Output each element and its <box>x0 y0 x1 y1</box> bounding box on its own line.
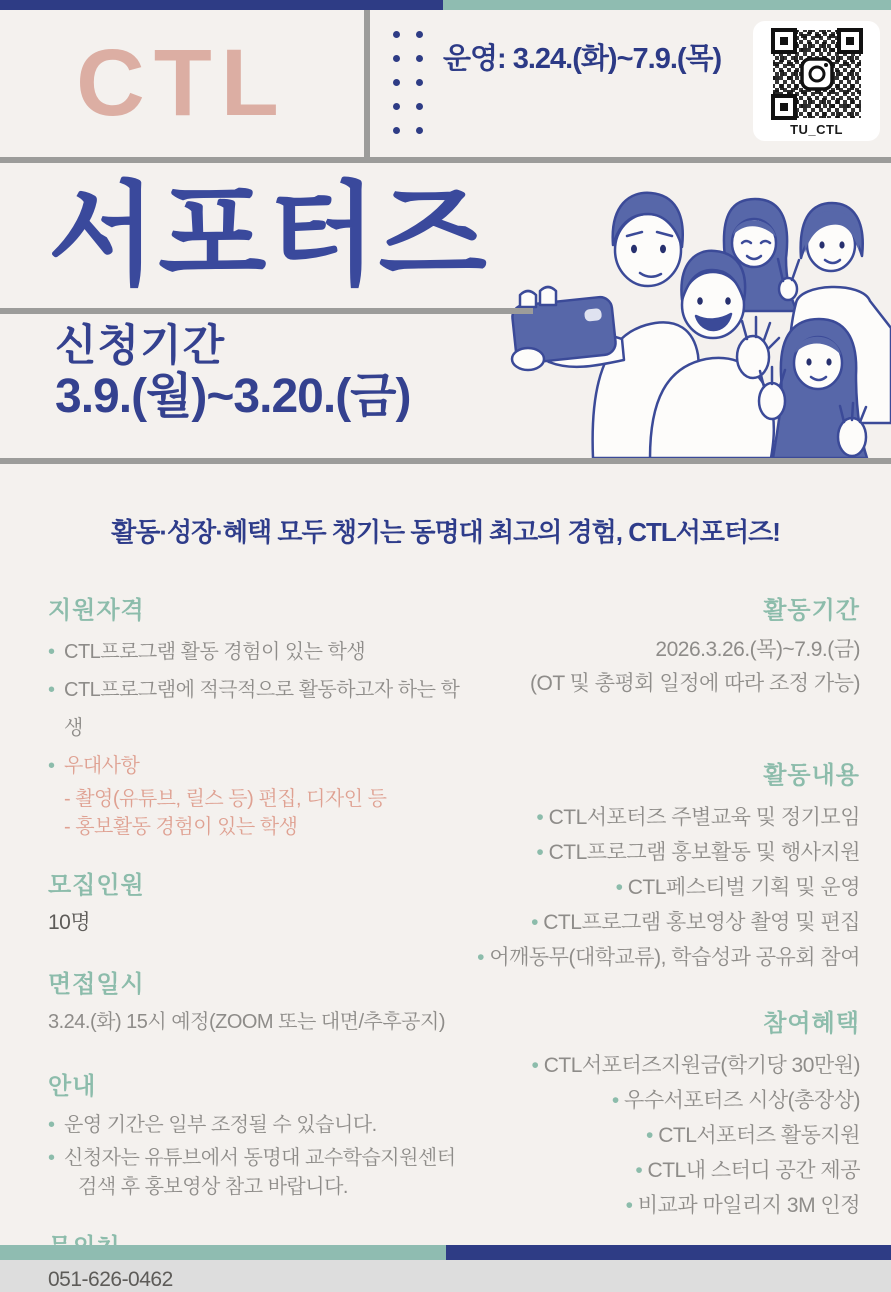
qualification-sub-item: - 홍보활동 경험이 있는 학생 <box>64 816 298 838</box>
qualification-item: • CTL프로그램 활동 경험이 있는 학생 <box>48 633 478 671</box>
selfie-illustration <box>500 163 891 458</box>
period-title: 활동기간 <box>763 597 860 624</box>
brand-title: CTL <box>76 30 288 136</box>
notice-title: 안내 <box>48 1073 97 1100</box>
interview-datetime: 3.24.(화) 15시 예정(ZOOM 또는 대면/추후공지) <box>48 1011 445 1033</box>
bottom-strip-navy <box>446 1245 891 1260</box>
vertical-divider <box>364 10 370 157</box>
qualification-sub-item: - 촬영(유튜브, 릴스 등) 편집, 디자인 등 <box>64 788 387 810</box>
recruit-title: 모집인원 <box>48 872 145 899</box>
apply-period: 3.9.(월)~3.20.(금) <box>55 370 411 424</box>
section-interview <box>48 964 478 1034</box>
bottom-strip-teal <box>0 1245 446 1260</box>
section-qualification <box>48 590 478 841</box>
instagram-icon <box>802 59 832 89</box>
bottom-accent-strip <box>0 1245 891 1260</box>
apply-label: 신청기간 <box>55 322 226 370</box>
top-accent-strip <box>0 0 891 10</box>
section-benefits <box>430 1003 860 1223</box>
right-column <box>430 590 860 1223</box>
notice-item-continued: 검색 후 홍보영상 참고 바랍니다. <box>78 1176 348 1198</box>
benefit-item: • 비교과 마일리지 3M 인정 <box>430 1188 860 1223</box>
divider <box>0 308 533 314</box>
contact-phone: 051-626-0462 <box>48 1268 173 1291</box>
interview-title: 면접일시 <box>48 971 145 998</box>
activity-item: • 어깨동무(대학교류), 학습성과 공유회 참여 <box>430 940 860 975</box>
activity-item: • CTL서포터즈 주별교육 및 정기모임 <box>430 800 860 835</box>
period-line: (OT 및 총평회 일정에 따라 조정 가능) <box>530 672 860 695</box>
person-waving-woman <box>759 319 867 458</box>
benefits-title: 참여혜택 <box>763 1010 860 1037</box>
dots-decoration <box>393 31 423 134</box>
section-period <box>430 590 860 701</box>
benefit-item: • CTL서포터즈 활동지원 <box>430 1118 860 1153</box>
qr-code-icon <box>771 28 863 120</box>
period-line: 2026.3.26.(목)~7.9.(금) <box>655 638 860 661</box>
notice-item: • 신청자는 유튜브에서 동명대 교수학습지원센터 <box>48 1143 478 1173</box>
activity-item: • CTL페스티벌 기획 및 운영 <box>430 870 860 905</box>
benefit-item: • 우수서포터즈 시상(총장상) <box>430 1083 860 1118</box>
divider <box>0 458 891 464</box>
left-column <box>48 590 478 1292</box>
section-recruit <box>48 865 478 936</box>
activities-title: 활동내용 <box>763 762 860 789</box>
benefit-item: • CTL서포터즈지원금(학기당 30만원) <box>430 1048 860 1083</box>
headline: 활동·성장·혜택 모두 챙기는 동명대 최고의 경험, CTL서포터즈! <box>111 517 780 547</box>
qualification-item: • CTL프로그램에 적극적으로 활동하고자 하는 학생 <box>48 671 478 747</box>
notice-item: • 운영 기간은 일부 조정될 수 있습니다. <box>48 1107 478 1143</box>
top-strip-navy <box>0 0 443 10</box>
apply-period-block <box>55 322 411 424</box>
section-notice <box>48 1066 478 1201</box>
recruit-count: 10명 <box>48 911 91 934</box>
qr-label: TU_CTL <box>790 122 843 137</box>
qualification-title: 지원자격 <box>48 597 145 624</box>
qualification-item-preferred: • 우대사항 <box>48 747 478 785</box>
section-activities <box>430 755 860 975</box>
qr-card <box>753 21 880 141</box>
hero-title: 서포터즈 <box>48 172 489 298</box>
activity-item: • CTL프로그램 홍보활동 및 행사지원 <box>430 835 860 870</box>
activity-item: • CTL프로그램 홍보영상 촬영 및 편집 <box>430 905 860 940</box>
operation-period: 운영: 3.24.(화)~7.9.(목) <box>443 43 722 75</box>
top-strip-teal <box>443 0 891 10</box>
benefit-item: • CTL내 스터디 공간 제공 <box>430 1153 860 1188</box>
